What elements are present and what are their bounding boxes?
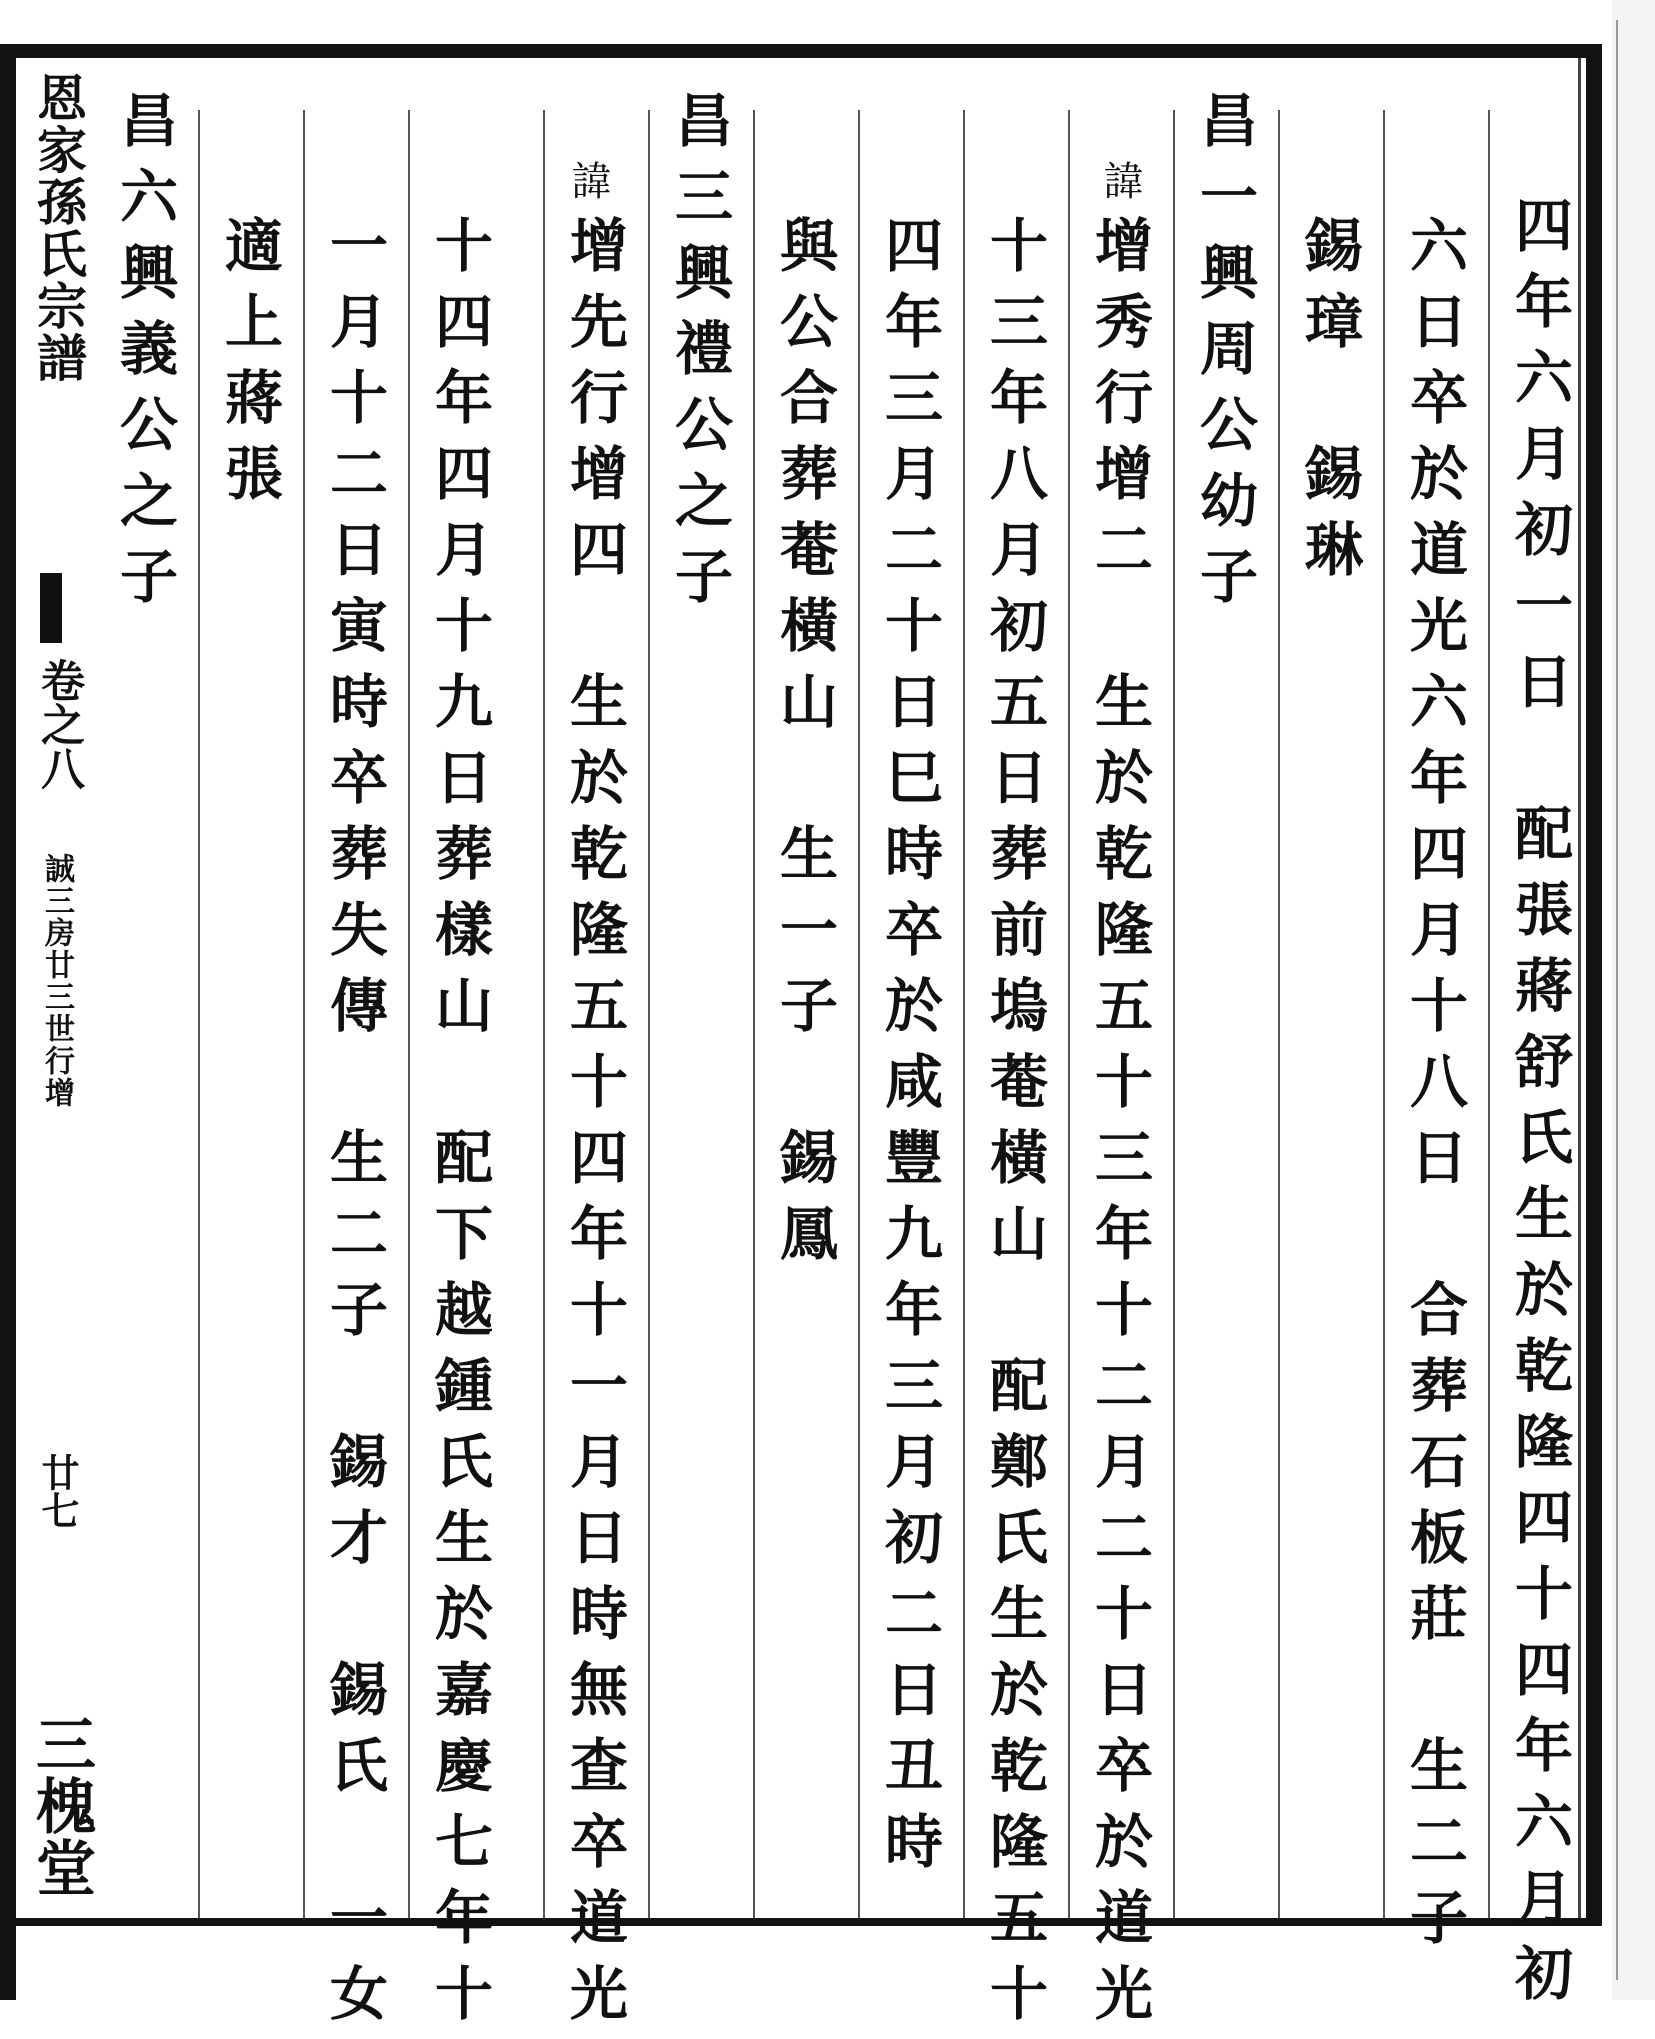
page-frame-top [10, 44, 1602, 58]
column-rule [303, 110, 305, 1918]
text-column-13: 適上蔣張 [215, 215, 283, 519]
text-column-8: 與公合葬菴橫山 生一子 錫鳳 [770, 215, 838, 1279]
page-frame-bottom [10, 1918, 1602, 1926]
column-rule [1383, 110, 1385, 1918]
page-number: 廿七 [35, 1453, 80, 1529]
fishtail-mark [40, 573, 62, 643]
column-rule [753, 110, 755, 1918]
adjacent-page-rule [1616, 20, 1618, 1980]
hui-label: 諱 [1097, 160, 1143, 204]
page-frame-left [0, 44, 16, 2000]
text-column-2: 六日卒於道光六年四月十八日 合葬石板莊 生二子 [1400, 215, 1468, 1963]
text-column-4: 昌一興周公幼子 [1190, 90, 1258, 622]
genealogy-title: 恩家孫氏宗譜 [29, 72, 88, 384]
text-column-11: 十四年四月十九日葬樣山 配下越鍾氏生於嘉慶七年十 [425, 215, 493, 2039]
text-column-12: 一月十二日寅時卒葬失傳 生二子 錫才 錫氏 一女 [320, 215, 388, 2039]
page-frame-right [1586, 44, 1602, 1924]
text-column-1: 四年六月初一日 配張蔣舒氏生於乾隆四十四年六月初 [1505, 195, 1573, 2019]
column-rule [408, 110, 410, 1918]
center-fold-strip [16, 58, 96, 1918]
hall-name: 三槐堂 [26, 1713, 96, 1899]
adjacent-page-edge [1612, 0, 1655, 2000]
text-column-9: 昌三興禮公之子 [665, 90, 733, 622]
column-rule [1068, 110, 1070, 1918]
column-rule [963, 110, 965, 1918]
column-rule [858, 110, 860, 1918]
page-frame-right-inner [1578, 58, 1581, 1924]
column-rule [648, 110, 650, 1918]
text-column-6: 十三年八月初五日葬前塢菴橫山 配鄭氏生於乾隆五十 [980, 215, 1048, 2039]
column-rule [1488, 110, 1490, 1918]
column-rule [543, 110, 545, 1918]
column-rule [1173, 110, 1175, 1918]
text-column-7: 四年三月二十日巳時卒於咸豐九年三月初二日丑時 [875, 215, 943, 1887]
text-column-14: 昌六興義公之子 [110, 90, 178, 622]
text-column-10: 增先行增四 生於乾隆五十四年十一月日時無查卒道光 [560, 215, 628, 2039]
column-rule [1278, 110, 1280, 1918]
volume-label: 卷之八 [33, 658, 84, 790]
text-column-5: 增秀行增二 生於乾隆五十三年十二月二十日卒於道光 [1085, 215, 1153, 2039]
column-rule [198, 110, 200, 1918]
text-column-3: 錫璋 錫琳 [1295, 215, 1363, 595]
hui-label: 諱 [565, 160, 611, 204]
generation-label: 誠三房廿三世行增 [39, 853, 74, 1109]
